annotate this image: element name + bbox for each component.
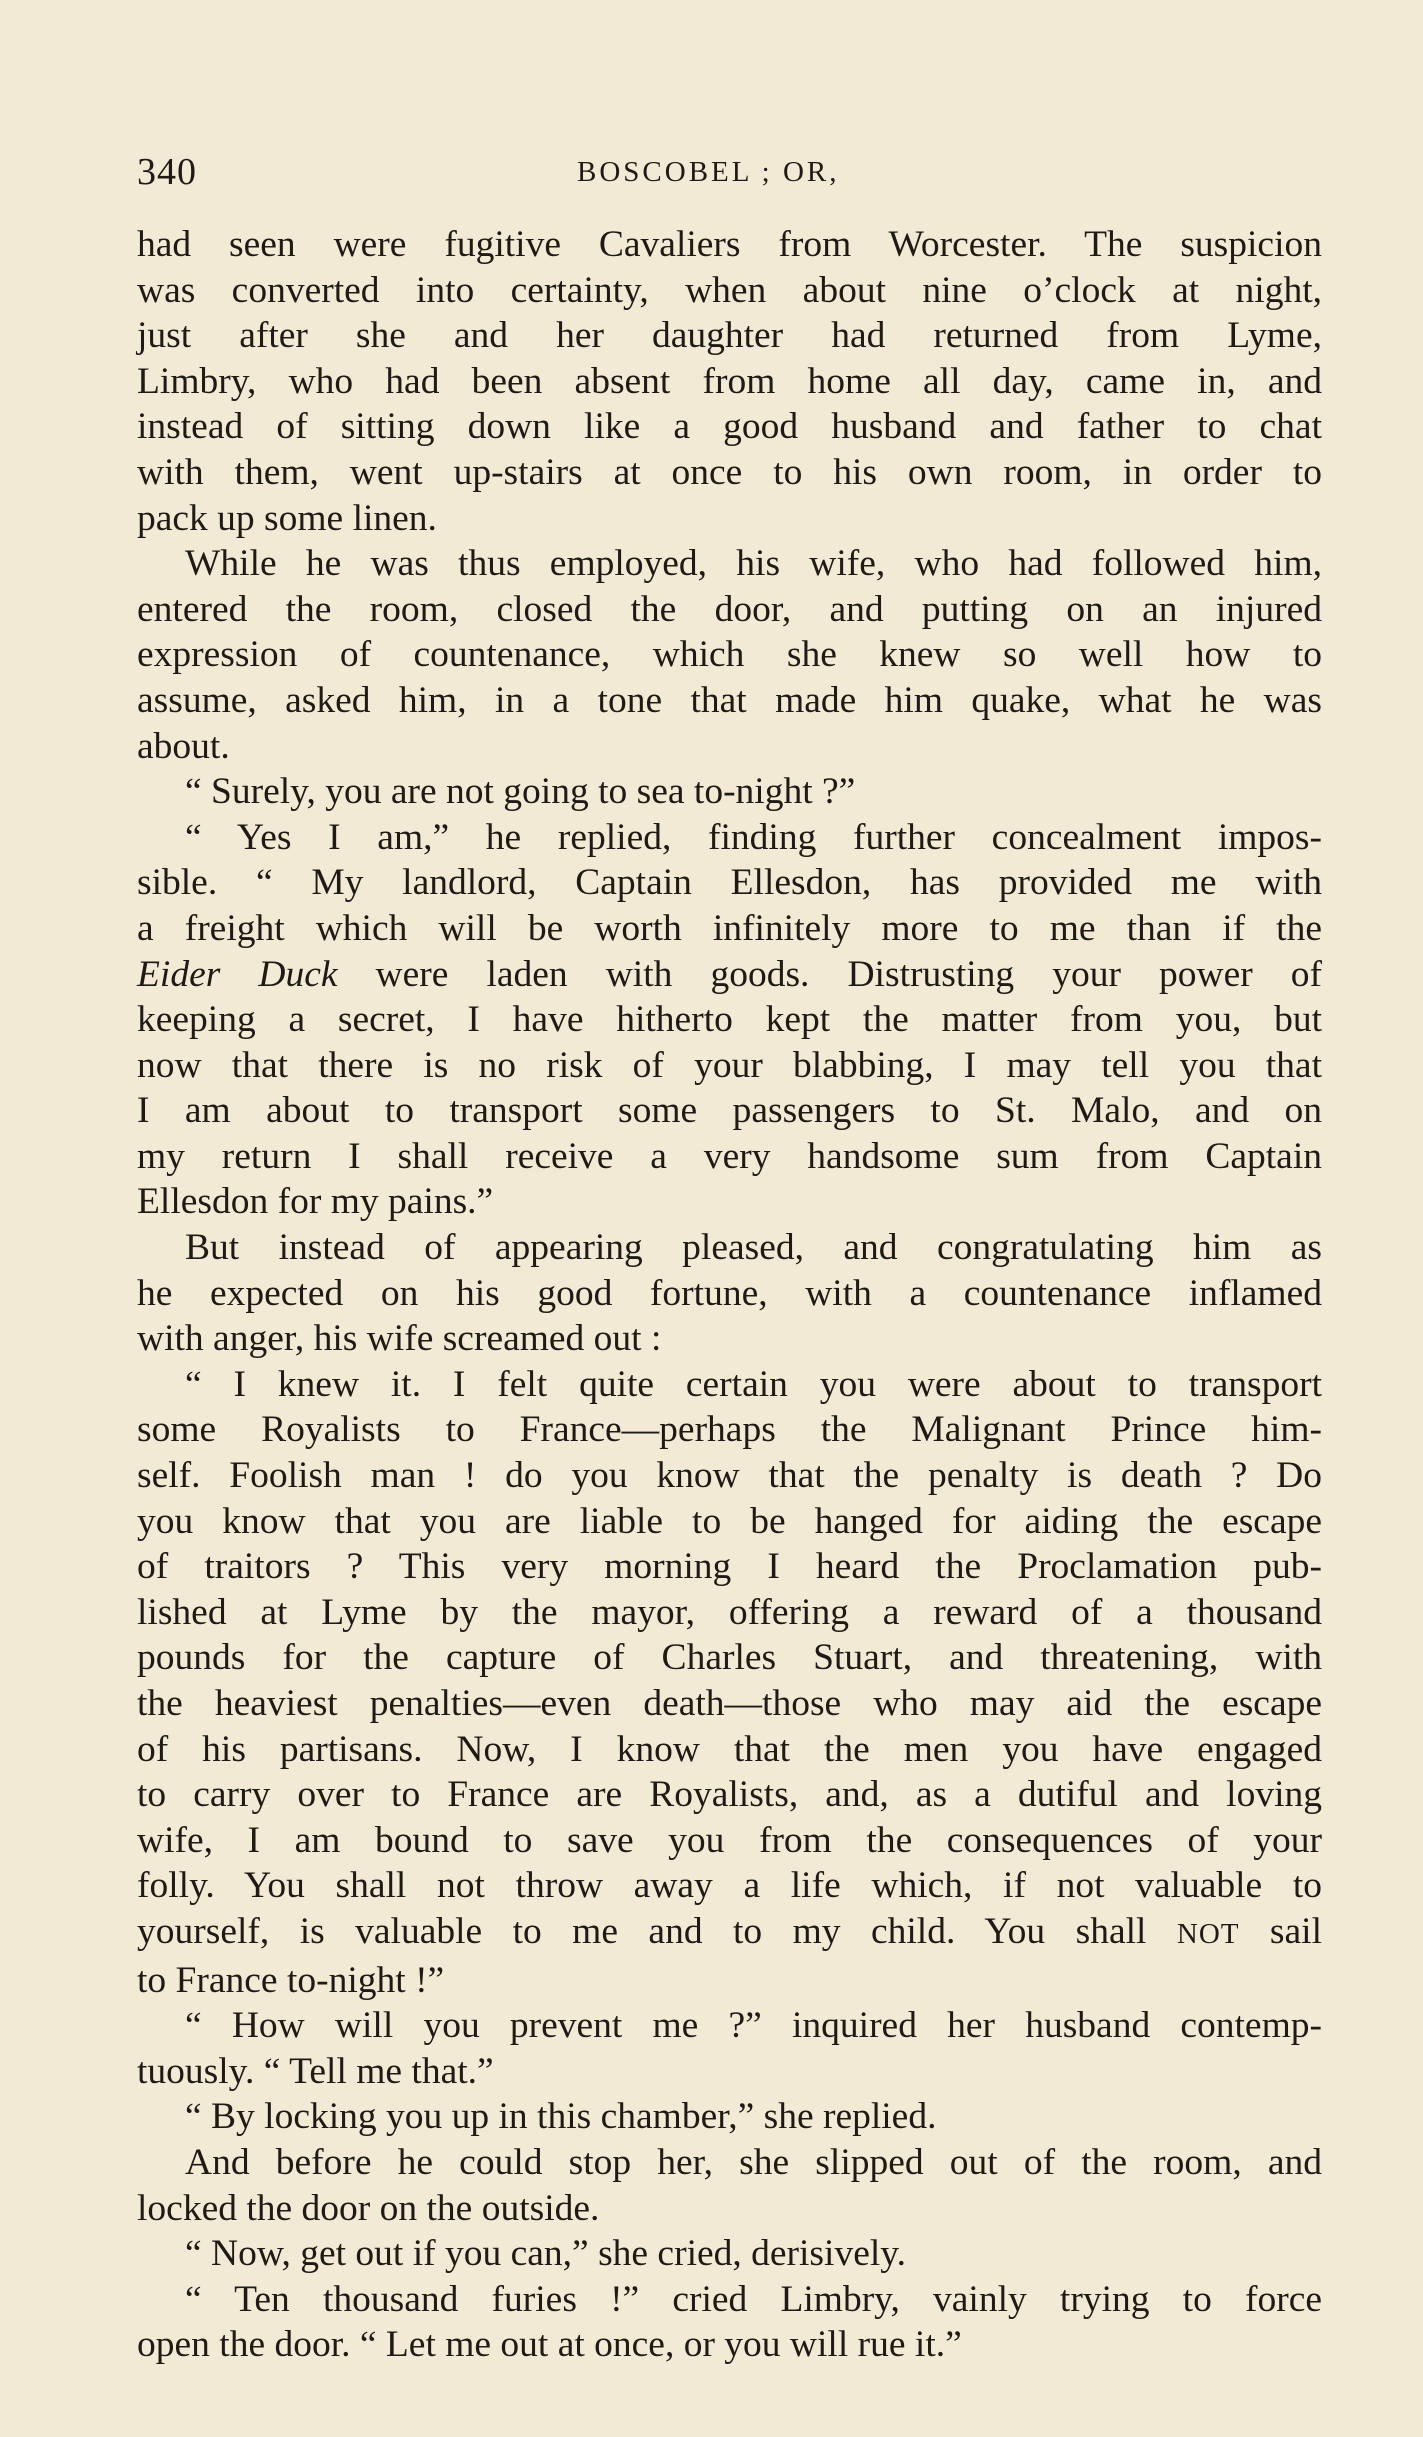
text-line: tuously. “ Tell me that.” [137, 2050, 494, 2092]
text-line: instead of sitting down like a good husband and father to chat [137, 406, 1322, 448]
paragraph [137, 1362, 1322, 2003]
paragraph [137, 541, 1322, 769]
paragraph [137, 222, 1322, 541]
text-line: some Royalists to France—perhaps the Malignant Prince him- [137, 1409, 1322, 1451]
text-line: the heaviest penalties—even death—those who may aid the escape [137, 1683, 1322, 1724]
text-line: assume, asked him, in a tone that made him quake, what he was [137, 679, 1322, 721]
body-text [137, 222, 1322, 2368]
text-line: expression of countenance, which she knew so well how to [137, 634, 1322, 676]
text-line: pack up some linen. [137, 497, 437, 539]
page-number: 340 [137, 151, 197, 193]
text-line: my return I shall receive a very handsome sum from Captain [137, 1135, 1322, 1177]
text-line: I am about to transport some passengers to St. Malo, and on [137, 1090, 1322, 1132]
emphasis-smallcaps: NOT [1176, 1917, 1240, 1950]
text-line: But instead of appearing pleased, and congratulating him as [185, 1227, 1322, 1269]
running-head: BOSCOBEL ; OR, [577, 156, 840, 188]
text-line: “ Ten thousand furies !” cried Limbry, vainly trying to force [185, 2278, 1322, 2320]
text-line: While he was thus employed, his wife, who had followed him, [185, 543, 1322, 585]
paragraph [137, 815, 1322, 1225]
text-line: Eider Duck were laden with goods. Distrusting your power of [137, 953, 1323, 995]
paragraph [137, 769, 1322, 815]
text-line: self. Foolish man ! do you know that the penalty is death ? Do [137, 1455, 1322, 1497]
text-line: wife, I am bound to save you from the consequences of your [137, 1819, 1322, 1861]
paragraph [137, 2094, 1322, 2140]
text-line: “ Surely, you are not going to sea to-night ?” [185, 771, 856, 813]
text-line: keeping a secret, I have hitherto kept the matter from you, but [137, 999, 1322, 1041]
text-line: of traitors ? This very morning I heard the Proclamation pub- [137, 1546, 1322, 1588]
text-line: lished at Lyme by the mayor, offering a reward of a thousand [137, 1591, 1322, 1633]
ship-name: Eider Duck [137, 953, 338, 995]
text-line: “ Yes I am,” he replied, finding further concealment impos- [185, 816, 1322, 858]
paragraph [137, 2003, 1322, 2094]
text-line: with them, went up-stairs at once to his own room, in order to [137, 451, 1322, 493]
text-line: just after she and her daughter had returned from Lyme, [137, 315, 1322, 357]
text-line: had seen were fugitive Cavaliers from Worcester. The suspicion [137, 224, 1322, 265]
text-line: folly. You shall not throw away a life which, if not valuable to [137, 1865, 1322, 1907]
text-line: of his partisans. Now, I know that the men you have engaged [137, 1728, 1322, 1770]
text-line: Ellesdon for my pains.” [137, 1181, 494, 1223]
paragraph [137, 2277, 1322, 2368]
text-line: yourself, is valuable to me and to my child. You shall NOT sail [137, 1910, 1323, 1952]
text-line: “ I knew it. I felt quite certain you were about to transport [185, 1363, 1322, 1405]
text-line: to France to-night !” [137, 1959, 445, 2001]
paragraph [137, 2231, 1322, 2277]
text-line: “ Now, get out if you can,” she cried, derisively. [185, 2233, 906, 2275]
text-line: locked the door on the outside. [137, 2187, 600, 2229]
text-line: you know that you are liable to be hanged for aiding the escape [137, 1500, 1322, 1542]
paragraph [137, 1225, 1322, 1362]
text-line: now that there is no risk of your blabbing, I may tell you that [137, 1044, 1322, 1086]
text-line: Limbry, who had been absent from home all day, came in, and [137, 360, 1322, 402]
text-line: “ By locking you up in this chamber,” she replied. [185, 2096, 937, 2138]
text-line: with anger, his wife screamed out : [137, 1318, 662, 1360]
page-header [137, 150, 1322, 200]
text-line: about. [137, 725, 230, 767]
text-line: entered the room, closed the door, and putting on an injured [137, 588, 1322, 630]
text-line: he expected on his good fortune, with a countenance inflamed [137, 1272, 1322, 1314]
text-line: “ How will you prevent me ?” inquired her husband contemp- [185, 2005, 1322, 2047]
text-line: was converted into certainty, when about nine o’clock at night, [137, 269, 1322, 311]
text-line: a freight which will be worth infinitely more to me than if the [137, 907, 1322, 949]
text-line: And before he could stop her, she slipped out of the room, and [185, 2141, 1322, 2183]
text-line: pounds for the capture of Charles Stuart, and threatening, with [137, 1637, 1322, 1679]
text-line: sible. “ My landlord, Captain Ellesdon, has provided me with [137, 862, 1322, 904]
text-line: to carry over to France are Royalists, and, as a dutiful and loving [137, 1774, 1322, 1816]
text-line: open the door. “ Let me out at once, or you will rue it.” [137, 2324, 962, 2366]
paragraph [137, 2140, 1322, 2231]
